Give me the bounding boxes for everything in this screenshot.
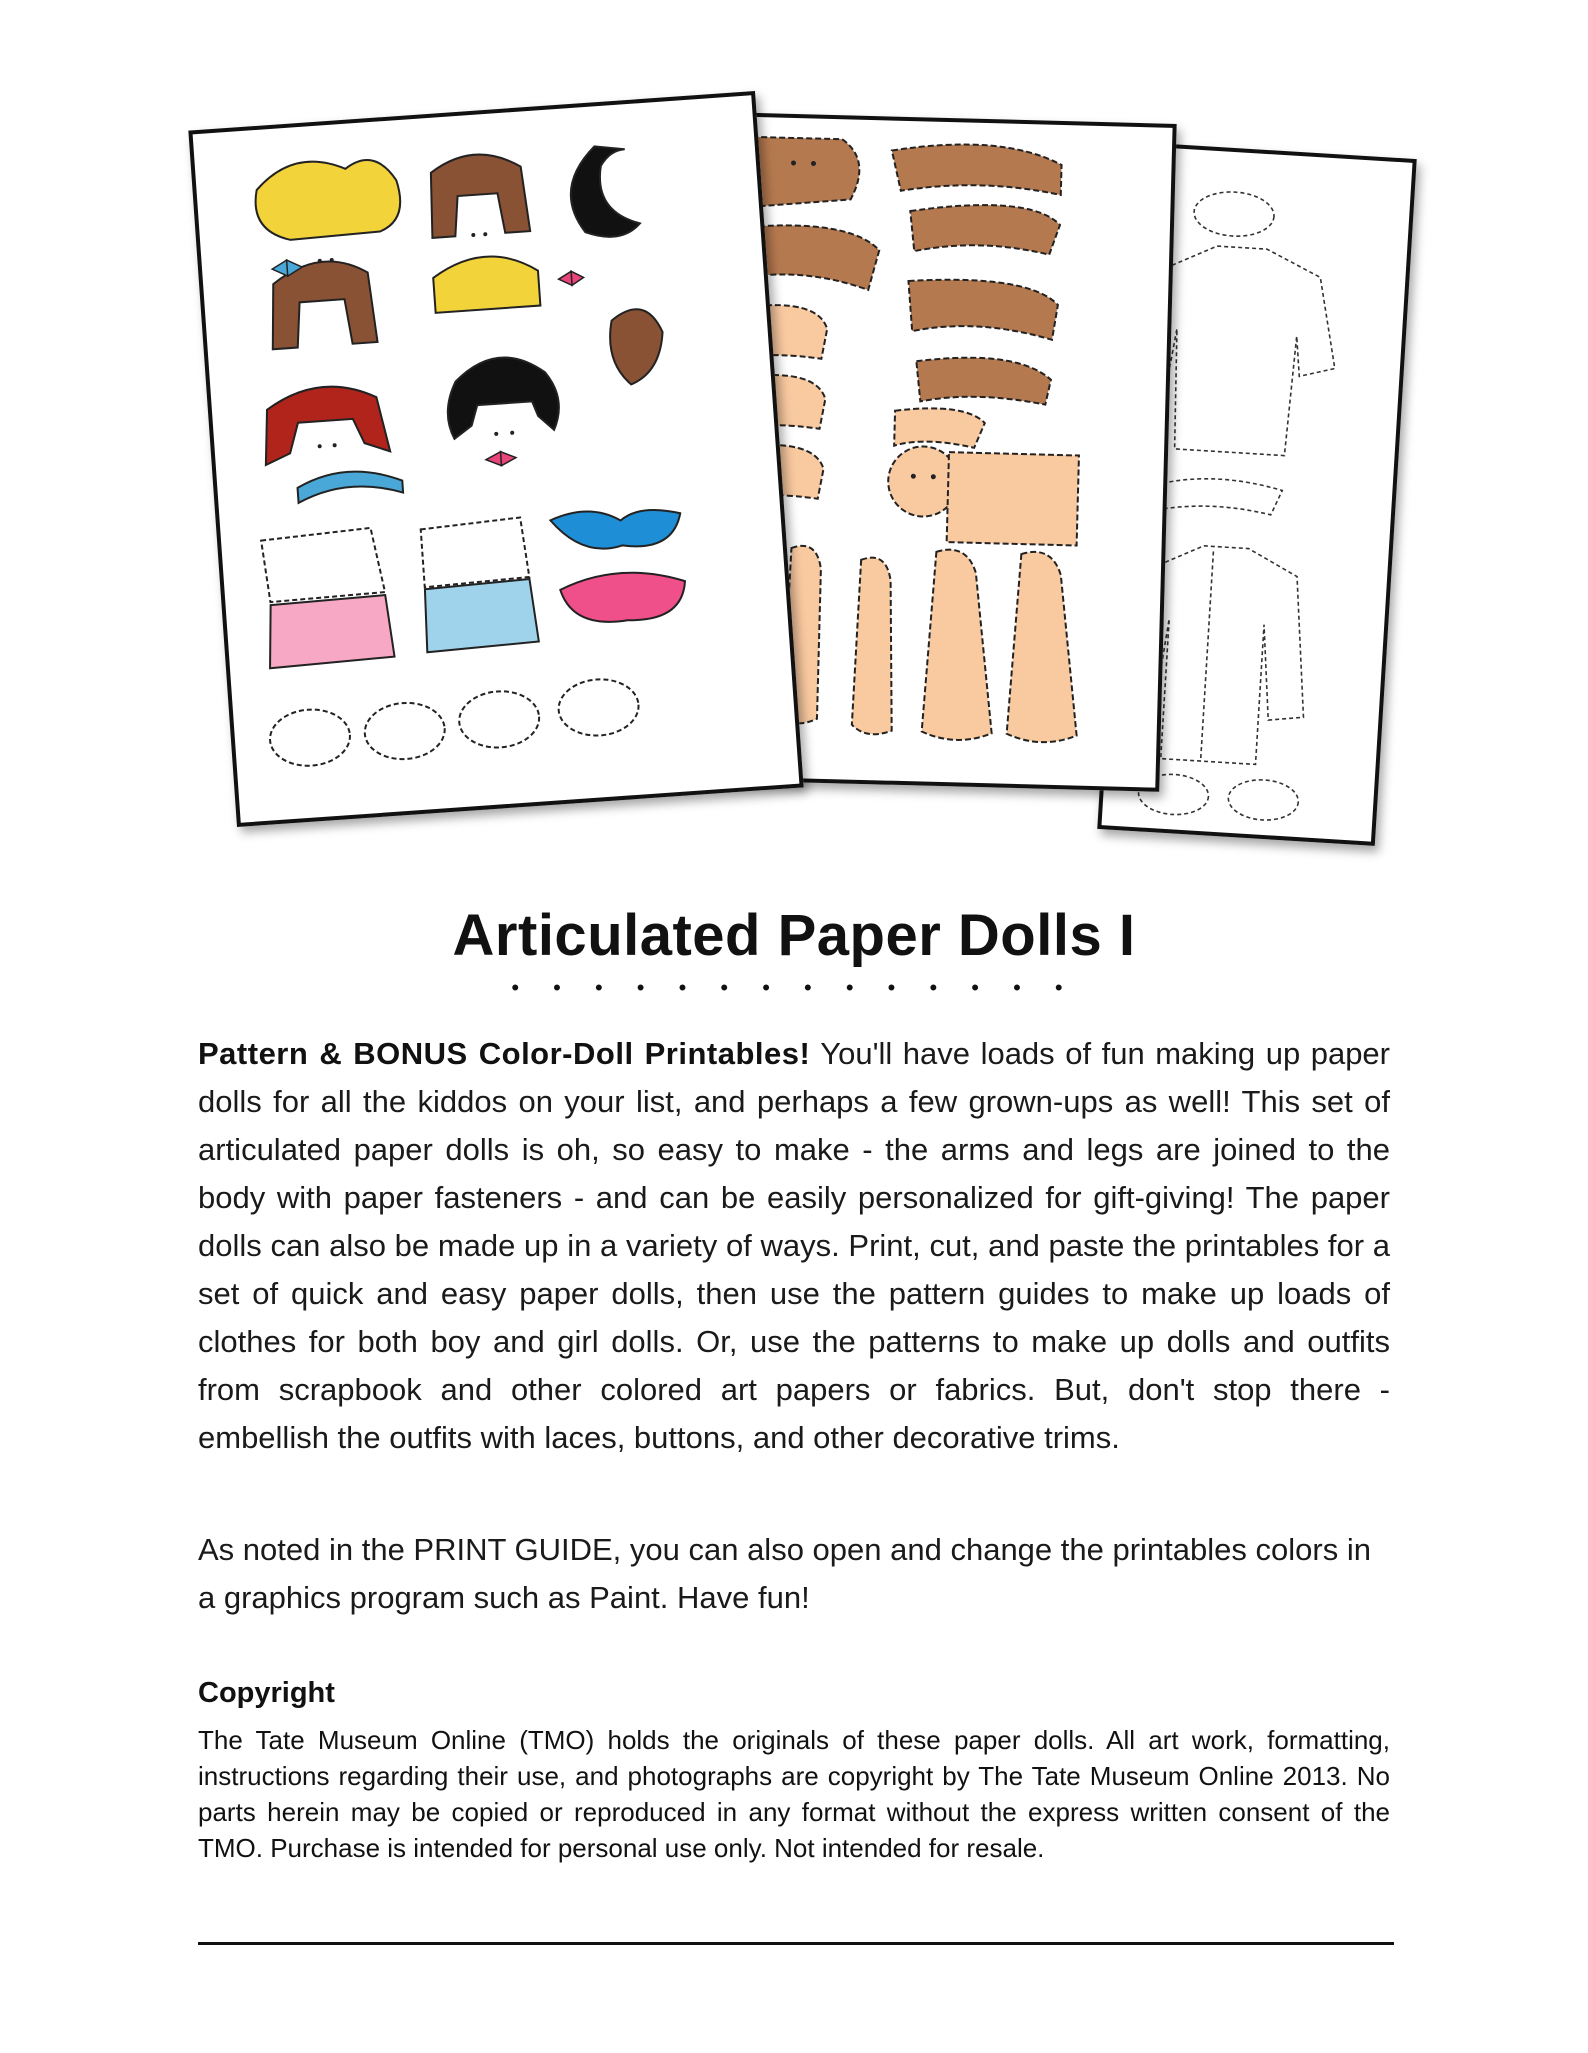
pattern-cap	[1193, 190, 1276, 239]
collar-blue	[550, 505, 682, 552]
hair-red-pigtails	[261, 383, 391, 465]
title-divider: • • • • • • • • • • • • • •	[511, 975, 1077, 1000]
printable-preview	[0, 0, 1588, 870]
dark-leg-3	[915, 356, 1051, 405]
dark-arm-1	[891, 143, 1062, 195]
outfit-pieces	[261, 505, 689, 668]
hair-outfit-sheet	[188, 91, 803, 827]
shoe-2	[363, 700, 447, 761]
dark-doll-parts	[745, 137, 1062, 405]
dark-arm-2	[909, 203, 1060, 255]
light-leg-4	[1006, 551, 1081, 743]
dress-skirt-pink	[266, 595, 395, 669]
copyright-heading: Copyright	[198, 1677, 335, 1709]
intro-paragraph	[198, 1030, 1390, 1462]
light-leg-2	[852, 557, 897, 734]
dress-top-white	[261, 527, 385, 602]
intro-lead: Pattern & BONUS Color-Doll Printables!	[198, 1036, 811, 1071]
pattern-shoe-right	[1227, 778, 1299, 822]
shoe-1	[268, 707, 352, 768]
shoe-pieces	[267, 677, 641, 769]
dress-top-white-2	[420, 517, 529, 587]
intro-body: You'll have loads of fun making up paper dolls for all the kiddos on your list, and perhaps a few grown-ups as well! This set of articulated paper dolls is oh, so easy to make - the arms and legs are joined to the body with paper fasteners - and can be easily personalized for gift-giving! The paper dolls can also be made up in a variety of ways. Print, cut, and paste the printables for a set of quick and easy paper dolls, then use the pattern guides to make up loads of clothes for both boy and girl dolls. Or, use the patterns to make up dolls and outfits from scrapbook and other colored art papers or fabrics. But, don't stop there - embellish the outfits with laces, buttons, and other decorative trims.	[198, 1036, 1390, 1455]
bottom-rule	[198, 1942, 1394, 1945]
page-title: Articulated Paper Dolls I	[452, 903, 1136, 968]
print-guide-note: As noted in the PRINT GUIDE, you can also open and change the printables colors in a graphics program such as Paint. Have fun!	[198, 1532, 1371, 1615]
light-torso	[947, 452, 1079, 545]
hair-outfit-art	[193, 95, 800, 822]
hair-brown-side	[608, 308, 666, 386]
dark-leg-2	[907, 279, 1058, 340]
hair-blonde-curly	[432, 253, 540, 313]
hair-brown-bob	[427, 151, 530, 238]
shoe-4	[557, 677, 641, 738]
pattern-robe-seam	[1201, 551, 1214, 761]
collar-pink	[559, 569, 687, 626]
dark-head	[750, 137, 860, 210]
light-arm-4	[894, 407, 985, 448]
hair-blonde-pigtails	[253, 156, 402, 243]
hair-pieces	[245, 138, 673, 505]
headband-blue	[297, 468, 404, 503]
dress-skirt-blue	[423, 579, 539, 653]
light-leg-3	[921, 549, 996, 741]
hair-black-buns	[444, 354, 561, 439]
pattern-collar	[1161, 476, 1283, 516]
hair-black-crescent	[567, 144, 640, 240]
copyright-body: The Tate Museum Online (TMO) holds the originals of these paper dolls. All art work, formatting, instructions regarding their use, and photographs are copyright by The Tate Museum Online 2013. No parts herein may be copied or reproduced in any format without the express written consent of the TMO. Purchase is intended for personal use only. Not intended for resale.	[198, 1725, 1390, 1863]
shoe-3	[457, 689, 541, 750]
